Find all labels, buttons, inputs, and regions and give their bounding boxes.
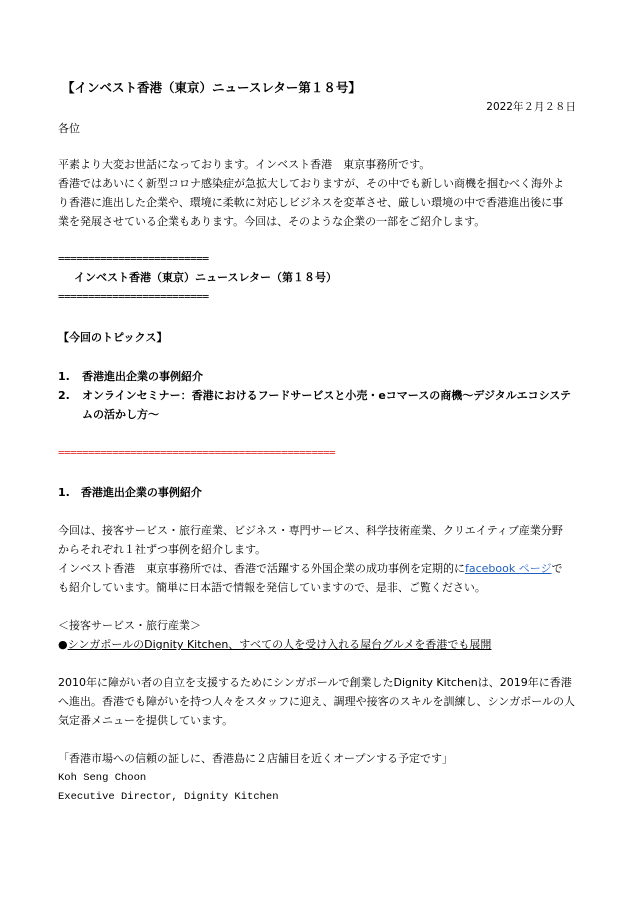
case-body-line: 気定番メニューを提供しています。	[58, 714, 234, 727]
topic-text: オンラインセミナー：香港におけるフードサービスと小売・eコマースの商機～デジタルエコシステ	[82, 389, 572, 402]
facebook-line-2: も紹介しています。簡単に日本語で情報を発信していますので、是非、ご覧ください。	[58, 581, 486, 594]
topic-number: 2.	[58, 389, 70, 402]
section1-heading: 1. 香港進出企業の事例紹介	[58, 486, 202, 499]
intro-line: 香港ではあいにく新型コロナ感染症が急拡大しておりますが、その中でも新しい商機を掴むべく海外よ	[58, 177, 564, 190]
section1-body-line: 今回は、接客サービス・旅行産業、ビジネス・専門サービス、科学技術産業、クリエイティブ産業分野	[58, 524, 563, 537]
facebook-page-link[interactable]: facebook ページ	[465, 562, 552, 575]
quote: 「香港市場への信頼の証しに、香港島に２店舗目を近くオープンする予定です」	[58, 752, 454, 765]
section1-body-line: からそれぞれ１社ずつ事例を紹介します。	[58, 543, 267, 556]
topic-item	[58, 370, 203, 384]
topic-item	[58, 389, 571, 403]
topics-heading: 【今回のトピックス】	[58, 331, 168, 344]
intro-line: 業を発展させている企業もあります。今回は、そのような企業の一部をご紹介します。	[58, 215, 486, 228]
facebook-line	[58, 562, 563, 576]
case-title: シンガポールのDignity Kitchen、すべての人を受け入れる屋台グルメを香港でも展開	[67, 638, 492, 651]
separator-bottom: =========================	[58, 290, 209, 303]
case-body-line: へ進出。香港でも障がいを持つ人々をスタッフに迎え、調理や接客のスキルを訓練し、シンガポールの人	[58, 695, 576, 708]
facebook-line-text: インベスト香港 東京事務所では、香港で活躍する外国企業の成功事例を定期的に	[58, 562, 465, 575]
topic-text: 香港進出企業の事例紹介	[82, 370, 203, 383]
newsletter-name: インベスト香港（東京）ニュースレター（第１８号）	[74, 271, 338, 284]
separator-top: =========================	[58, 252, 209, 265]
quote-role: Executive Director, Dignity Kitchen	[58, 791, 279, 803]
topic-text-continuation: ムの活かし方～	[82, 408, 159, 421]
intro-line: り香港に進出した企業や、環境に柔軟に対応しビジネスを変革させ、厳しい環境の中で香港進出後に事	[58, 196, 564, 209]
case-title-line	[58, 638, 491, 652]
quote-name: Koh Seng Choon	[58, 772, 147, 784]
issue-date: 2022年２月２８日	[486, 101, 576, 113]
newsletter-title: 【インベスト香港（東京）ニュースレター第１８号】	[62, 80, 361, 95]
topic-number: 1.	[58, 370, 70, 383]
case-body-line: 2010年に障がい者の自立を支援するためにシンガポールで創業したDignity Kitchenは、2019年に香港	[58, 676, 572, 689]
red-separator: ==============================================	[58, 446, 336, 459]
intro-line: 平素より大変お世話になっております。インベスト香港 東京事務所です。	[58, 158, 431, 171]
bullet-icon: ●	[58, 638, 68, 651]
category-label: ＜接客サービス・旅行産業＞	[58, 619, 201, 632]
greeting: 各位	[58, 122, 80, 135]
facebook-line-end: で	[551, 562, 563, 575]
